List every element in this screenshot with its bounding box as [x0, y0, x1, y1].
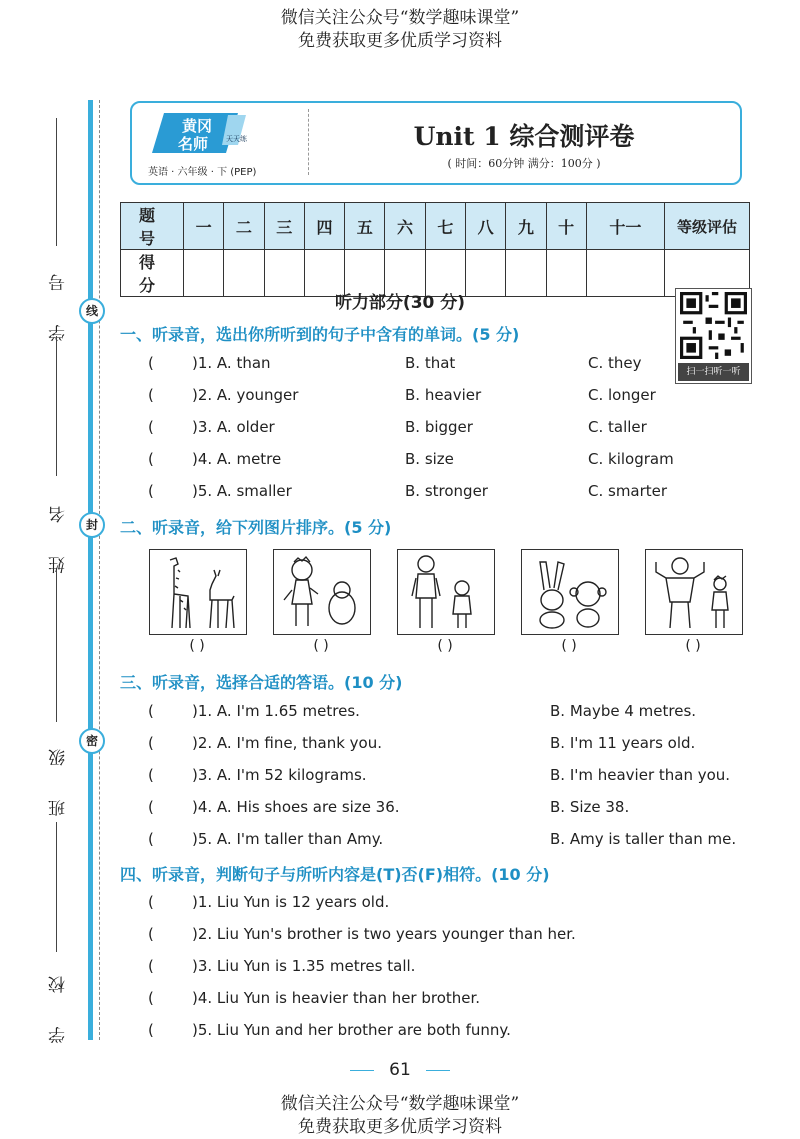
answer-blank[interactable]: (	[148, 734, 154, 752]
option-b: B. heavier	[405, 386, 482, 404]
col-1: 一	[184, 203, 224, 250]
binding-line	[88, 100, 93, 1040]
time-score-info: ( 时间：60分钟 满分：100分 )	[447, 157, 601, 170]
option-b: B. I'm 11 years old.	[550, 734, 696, 752]
option-a: )1. A. I'm 1.65 metres.	[192, 702, 360, 720]
option-b: B. I'm heavier than you.	[550, 766, 731, 784]
option-a: )3. Liu Yun is 1.35 metres tall.	[192, 957, 416, 975]
answer-blank[interactable]: (	[148, 766, 154, 784]
grade-label: 等级评估	[665, 203, 750, 250]
student-id-rule	[56, 118, 57, 246]
logo-text-1: 黄冈	[182, 117, 213, 135]
option-a: )4. A. His shoes are size 36.	[192, 798, 400, 816]
publisher-logo	[142, 109, 262, 157]
watermark-bottom-line1: 微信关注公众号“数学趣味课堂”	[280, 1094, 520, 1114]
col-10: 十	[546, 203, 586, 250]
option-b: B. that	[405, 354, 456, 372]
option-b: B. Maybe 4 metres.	[550, 702, 697, 720]
listening-part-title: 听力部分(30 分)	[334, 293, 466, 313]
page-number: 61	[389, 1060, 411, 1080]
picture-4-blank[interactable]: ( )	[561, 638, 577, 654]
answer-blank[interactable]: (	[148, 798, 154, 816]
option-a: )4. A. metre	[192, 450, 282, 468]
answer-blank[interactable]: (	[148, 354, 154, 372]
rabbit-monkey-icon	[522, 550, 618, 634]
option-c: C. smarter	[588, 482, 668, 500]
option-a: )3. A. older	[192, 418, 275, 436]
col-4: 四	[304, 203, 344, 250]
col-11: 十一	[586, 203, 664, 250]
picture-2-blank[interactable]: ( )	[313, 638, 329, 654]
option-a: )2. A. younger	[192, 386, 299, 404]
option-a: )2. A. I'm fine, thank you.	[192, 734, 382, 752]
school-rule	[56, 822, 57, 952]
col-5: 五	[345, 203, 385, 250]
student-id-label: 学 号	[49, 260, 69, 342]
seal-seal: 封	[79, 512, 105, 538]
answer-blank[interactable]: (	[148, 386, 154, 404]
option-a: )5. A. smaller	[192, 482, 292, 500]
binding-dash	[99, 100, 100, 1040]
option-a: )4. Liu Yun is heavier than her brother.	[192, 989, 481, 1007]
option-b: B. Amy is taller than me.	[550, 830, 737, 848]
picture-4	[521, 549, 619, 635]
qr-caption: 扫一扫听一听	[678, 363, 749, 381]
option-c: C. they	[588, 354, 642, 372]
answer-blank[interactable]: (	[148, 989, 154, 1007]
option-c: C. taller	[588, 418, 647, 436]
section2-title: 二、听录音，给下列图片排序。(5 分)	[120, 518, 392, 537]
page-title: Unit 1 综合测评卷	[413, 122, 635, 151]
option-a: )5. Liu Yun and her brother are both funny.	[192, 1021, 511, 1039]
page-number-rule-right	[426, 1070, 450, 1071]
section1-title: 一、听录音，选出你所听到的句子中含有的单词。(5 分)	[120, 325, 520, 344]
answer-blank[interactable]: (	[148, 1021, 154, 1039]
strongman-girl-icon	[646, 550, 742, 634]
answer-blank[interactable]: (	[148, 418, 154, 436]
col-9: 九	[506, 203, 546, 250]
school-label: 学 校	[49, 962, 69, 1044]
answer-blank[interactable]: (	[148, 702, 154, 720]
answer-blank[interactable]: (	[148, 482, 154, 500]
picture-3-blank[interactable]: ( )	[437, 638, 453, 654]
name-rule	[56, 336, 57, 476]
score-table	[120, 202, 750, 297]
section3-title: 三、听录音，选择合适的答语。(10 分)	[120, 673, 403, 692]
answer-blank[interactable]: (	[148, 957, 154, 975]
option-a: )2. Liu Yun's brother is two years younger than her.	[192, 925, 576, 943]
picture-5	[645, 549, 743, 635]
col-7: 七	[425, 203, 465, 250]
book-info: 英语 · 六年级 · 下 (PEP)	[148, 167, 257, 178]
giraffe-deer-icon	[150, 550, 246, 634]
answer-blank[interactable]: (	[148, 893, 154, 911]
answer-blank[interactable]: (	[148, 450, 154, 468]
logo-tag: 天天练	[226, 135, 247, 143]
option-a: )5. A. I'm taller than Amy.	[192, 830, 384, 848]
option-b: B. bigger	[405, 418, 473, 436]
score-label: 得 分	[121, 250, 184, 297]
watermark-bottom-line2: 免费获取更多优质学习资料	[298, 1117, 502, 1137]
question-number-label: 题 号	[121, 203, 184, 250]
exam-header	[130, 101, 742, 185]
col-3: 三	[264, 203, 304, 250]
name-label: 姓 名	[49, 492, 69, 574]
class-rule	[56, 570, 57, 722]
picture-3	[397, 549, 495, 635]
picture-1	[149, 549, 247, 635]
qr-code[interactable]	[675, 288, 752, 384]
seal-line: 线	[79, 298, 105, 324]
option-b: B. stronger	[405, 482, 488, 500]
answer-blank[interactable]: (	[148, 830, 154, 848]
watermark-top-line1: 微信关注公众号“数学趣味课堂”	[280, 8, 520, 28]
col-2: 二	[224, 203, 264, 250]
col-6: 六	[385, 203, 425, 250]
class-label: 班 级	[49, 735, 69, 817]
picture-5-blank[interactable]: ( )	[685, 638, 701, 654]
seal-secret: 密	[79, 728, 105, 754]
qr-code-icon	[680, 292, 747, 359]
picture-2	[273, 549, 371, 635]
option-a: )1. Liu Yun is 12 years old.	[192, 893, 390, 911]
picture-1-blank[interactable]: ( )	[189, 638, 205, 654]
watermark-top-line2: 免费获取更多优质学习资料	[298, 31, 502, 51]
boy-baby-icon	[274, 550, 370, 634]
option-a: )1. A. than	[192, 354, 271, 372]
score-table-header-row	[121, 203, 750, 250]
option-c: C. kilogram	[588, 450, 674, 468]
logo-text-2: 名师	[178, 135, 209, 153]
option-b: B. Size 38.	[550, 798, 630, 816]
section4-title: 四、听录音，判断句子与所听内容是(T)否(F)相符。(10 分)	[120, 865, 550, 884]
option-b: B. size	[405, 450, 454, 468]
answer-blank[interactable]: (	[148, 925, 154, 943]
option-c: C. longer	[588, 386, 656, 404]
col-8: 八	[465, 203, 505, 250]
man-girl-icon	[398, 550, 494, 634]
option-a: )3. A. I'm 52 kilograms.	[192, 766, 367, 784]
